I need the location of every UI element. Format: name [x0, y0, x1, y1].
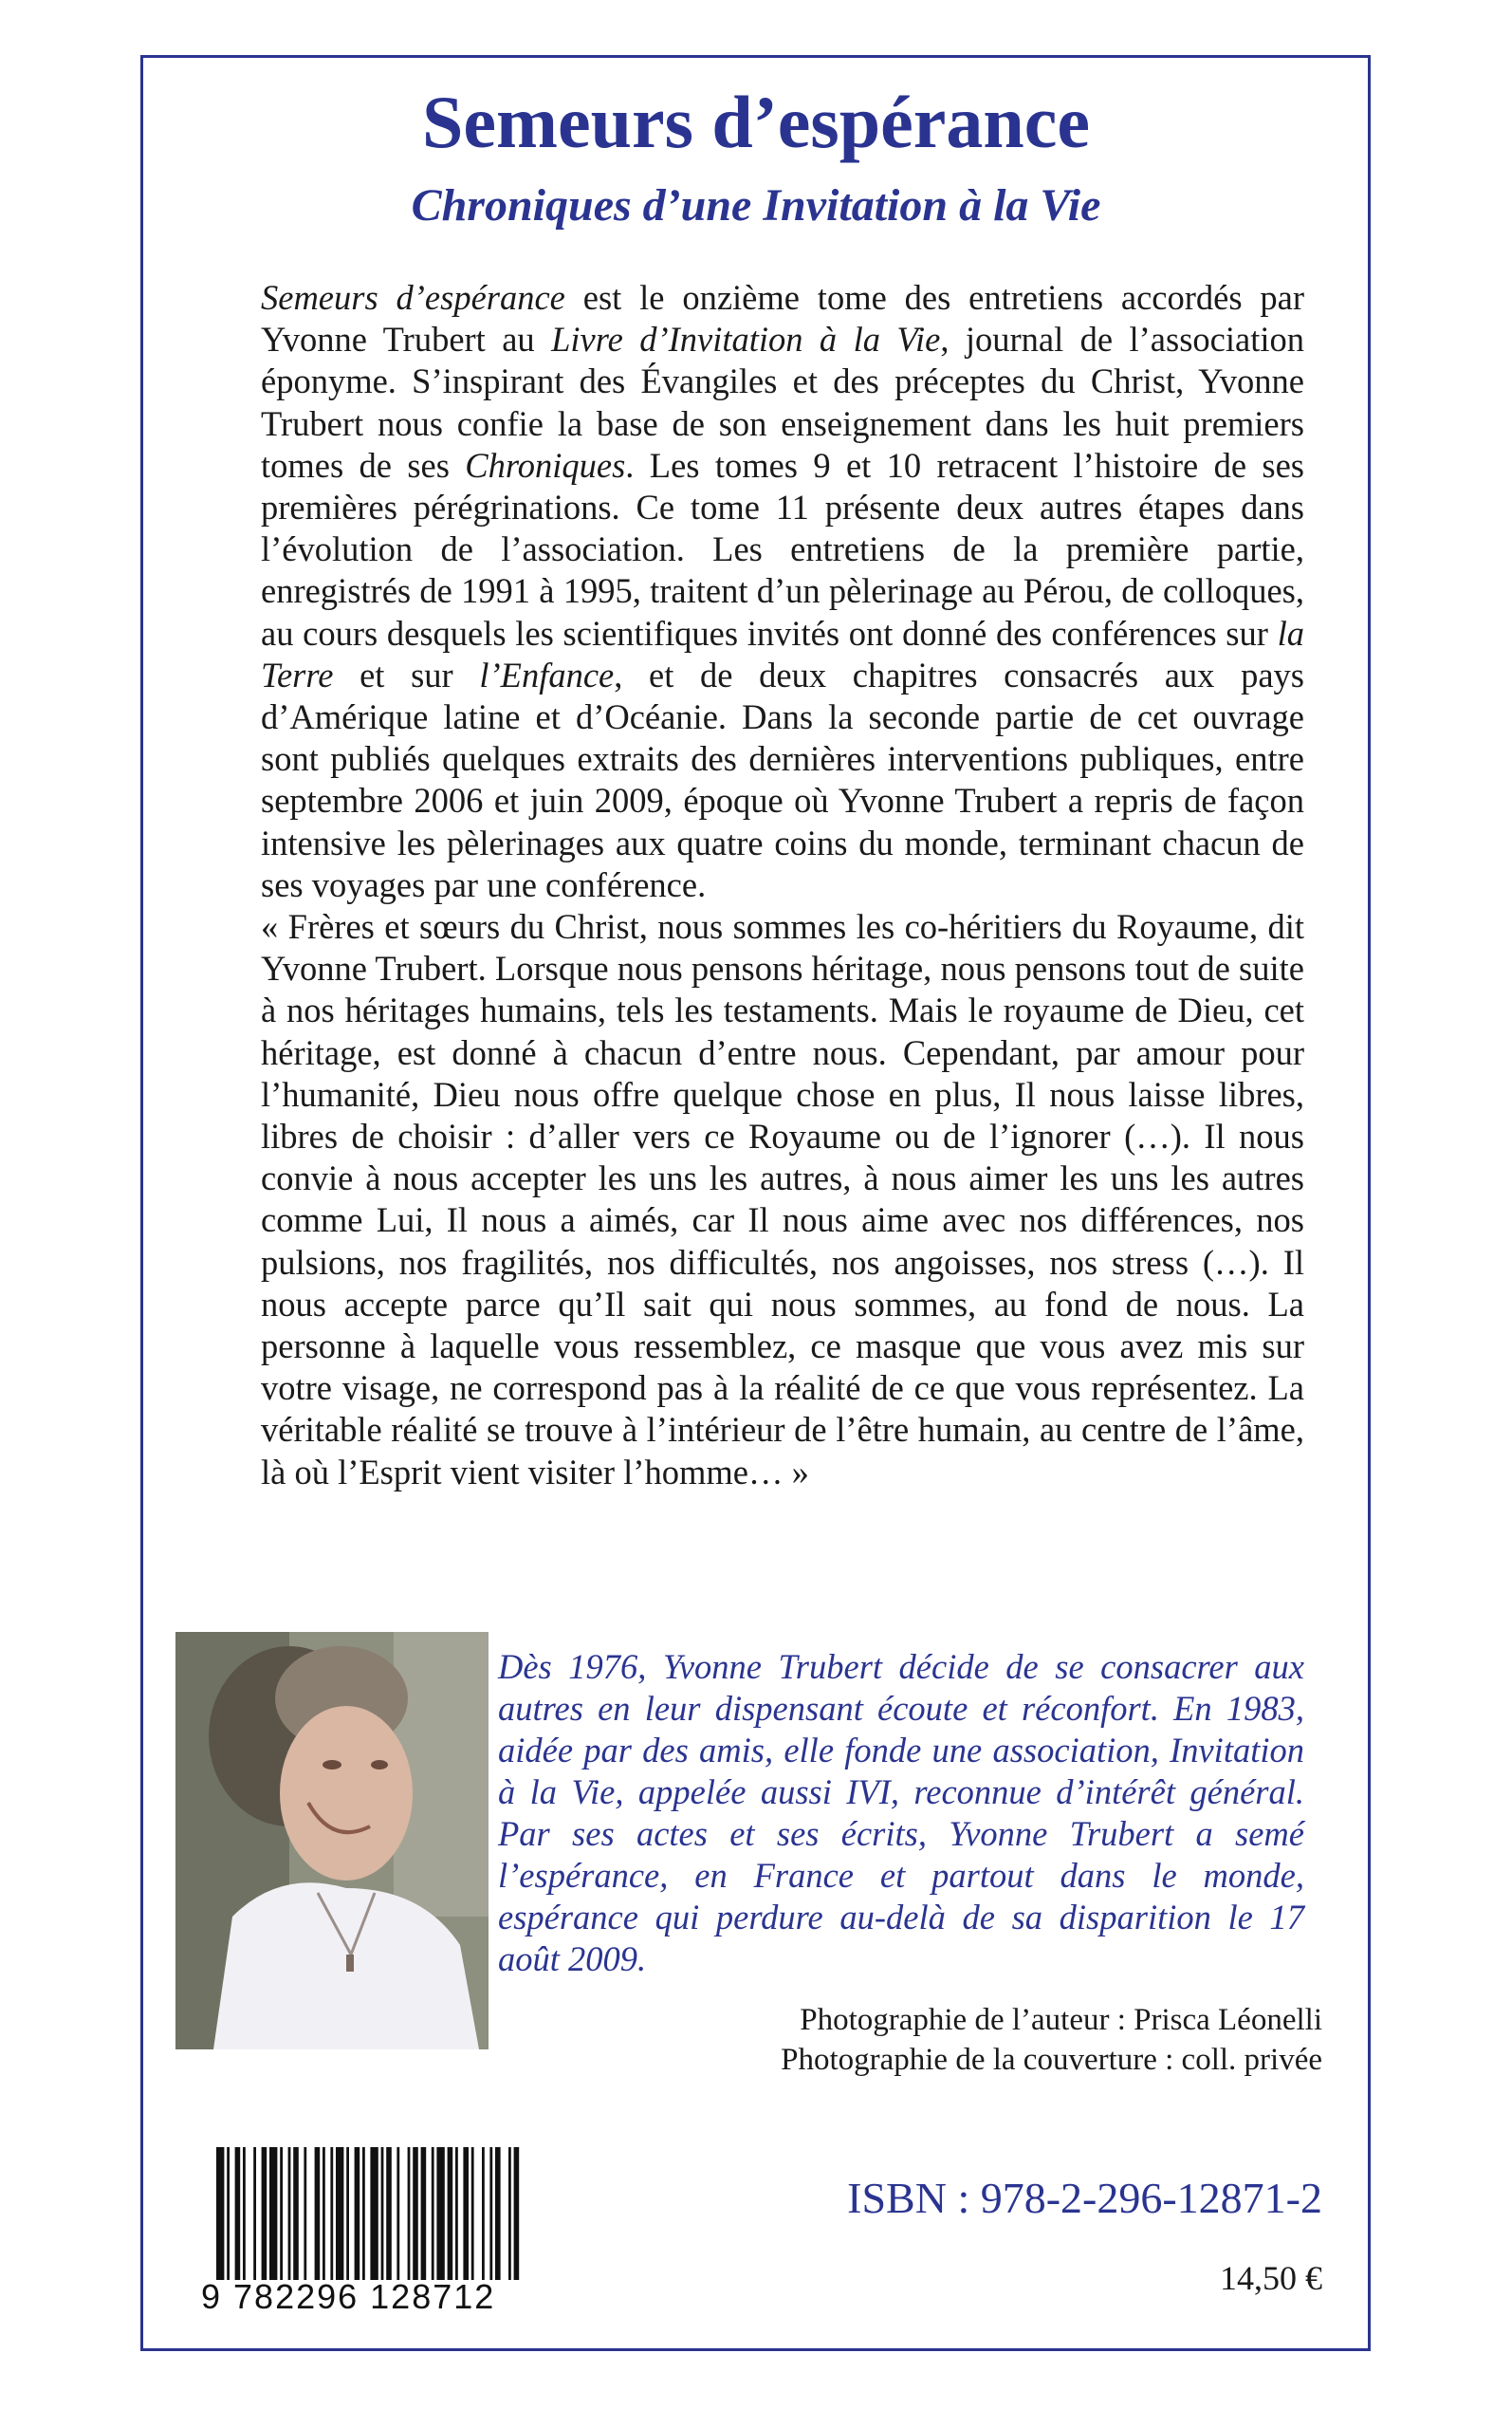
- barcode-bar: [436, 2147, 444, 2280]
- author-photo: [175, 1632, 489, 2049]
- summary-text: , et de deux chapitres consacrés aux pays d’Amérique latine et d’Océanie. Dans la seconde partie de cet ouvrage sont publiés quelques extraits des dernières interventions publiques, entre septembre 2006 et juin 2009, époque où Yvonne Trubert a repris de façon intensive les pèlerinages aux quatre coins du monde, terminant chacun de ses voyages par une conférence.: [261, 655, 1304, 904]
- barcode-bar: [413, 2147, 418, 2280]
- barcode-bar: [269, 2147, 277, 2280]
- barcode-bar: [243, 2147, 246, 2280]
- summary-text: , journal de l’association éponyme. S’inspirant des Évangiles et des préceptes du Christ, Yvonne Trubert nous confie la base de son enseignement dans les huit premiers tomes de ses: [261, 320, 1304, 485]
- isbn: ISBN : 978-2-296-12871-2: [847, 2174, 1322, 2222]
- author-photo-credit: Photographie de l’auteur : Prisca Léonelli: [800, 2003, 1322, 2037]
- barcode-bar: [336, 2147, 343, 2280]
- barcode-bar: [482, 2147, 485, 2280]
- barcode-bar: [432, 2147, 434, 2280]
- barcode-bar: [304, 2147, 306, 2280]
- quote-paragraph: « Frères et sœurs du Christ, nous sommes les co-héritiers du Royaume, dit Yvonne Trubert. Lorsque nous pensons héritage, nous pensons tout de suite à nos héritages humains, tels les testaments. Mais le royaume de Dieu, cet héritage, est donné à chacun d’entre nous. Cependant, par amour pour l’humanité, Dieu nous offre quelque chose en plus, Il nous laisse libres, libres de choisir : d’aller vers ce Royaume ou de l’ignorer (…). Il nous convie à nous accepter les uns les autres, à nous aimer les uns les autres comme Lui, Il nous a aimés, car Il nous aime avec nos différences, nos pulsions, nos fragilités, nos difficultés, nos angoisses, nos stress (…). Il nous accepte parce qu’Il sait qui nous sommes, au fond de nous. La personne à laquelle vous ressemblez, ce masque que vous avez mis sur votre visage, ne correspond pas à la réalité de ce que vous représentez. La véritable réalité se trouve à l’intérieur de l’être humain, au centre de l’âme, là où l’Esprit vient visiter l’homme… »: [261, 907, 1304, 1492]
- barcode-bar: [495, 2147, 501, 2280]
- barcode-bar: [386, 2147, 392, 2280]
- series-reference: Chroniques: [465, 445, 626, 485]
- barcode-bar: [346, 2147, 349, 2280]
- title-reference: Semeurs d’espérance: [261, 278, 565, 317]
- barcode-bar: [323, 2147, 325, 2280]
- barcode-bar: [514, 2147, 520, 2280]
- cover-photo-credit: Photographie de la couverture : coll. privée: [781, 2043, 1322, 2077]
- barcode-bar: [280, 2147, 283, 2280]
- conference-topic: l’Enfance: [479, 655, 615, 695]
- summary-text: . Les tomes 9 et 10 retracent l’histoire de ses premières pérégrinations. Ce tome 11 présente deux autres étapes dans l’évolution de l’association. Les entretiens de la première partie, enregistrés de 1991 à 1995, traitent d’un pèlerinage au Pérou, de colloques, au cours desquels les scientifiques invités ont donné des conférences sur: [261, 445, 1304, 653]
- author-bio: Dès 1976, Yvonne Trubert décide de se consacrer aux autres en leur dispensant écoute et réconfort. En 1983, aidée par des amis, elle fonde une association, Invitation à la Vie, appelée aussi IVI, reconnue d’intérêt général. Par ses actes et ses écrits, Yvonne Trubert a semé l’espérance, en France et partout dans le monde, espérance qui perdure au-delà de sa disparition le 17 août 2009.: [498, 1647, 1304, 1978]
- barcode-bar: [471, 2147, 474, 2280]
- back-cover-text: [261, 277, 1304, 1493]
- barcode-bar: [463, 2147, 469, 2280]
- journal-reference: Livre d’Invitation à la Vie: [551, 320, 941, 360]
- barcode-bar: [262, 2147, 267, 2280]
- barcode-bar: [227, 2147, 230, 2280]
- barcode-bar: [293, 2147, 299, 2280]
- barcode-bar: [216, 2147, 224, 2280]
- barcode-bar: [489, 2147, 492, 2280]
- barcode-bar: [381, 2147, 384, 2280]
- barcode-bar: [370, 2147, 378, 2280]
- summary-text: est le onzième tome des entretiens accordés par Yvonne Trubert au: [261, 278, 1304, 360]
- barcode-bar: [235, 2147, 241, 2280]
- barcode-bar: [448, 2147, 453, 2280]
- barcode-bar: [455, 2147, 458, 2280]
- book-title: Semeurs d’espérance: [421, 81, 1091, 163]
- barcode-bar: [355, 2147, 360, 2280]
- barcode-bar: [421, 2147, 427, 2280]
- barcode: [216, 2147, 522, 2280]
- price: 14,50 €: [1220, 2259, 1322, 2297]
- barcode-bar: [362, 2147, 365, 2280]
- photo-credits: [781, 2000, 1322, 2080]
- conference-topic: la Terre: [261, 613, 1304, 695]
- book-subtitle: Chroniques d’une Invitation à la Vie: [411, 180, 1101, 231]
- barcode-digits: 9 782296 128712: [201, 2277, 496, 2316]
- barcode-bar: [330, 2147, 333, 2280]
- barcode-bar: [396, 2147, 399, 2280]
- barcode-bar: [508, 2147, 511, 2280]
- barcode-bar: [315, 2147, 321, 2280]
- barcode-bar: [408, 2147, 411, 2280]
- barcode-bar: [253, 2147, 256, 2280]
- summary-text: et sur: [333, 655, 480, 695]
- barcode-bar: [288, 2147, 291, 2280]
- summary-paragraph: [261, 277, 1304, 906]
